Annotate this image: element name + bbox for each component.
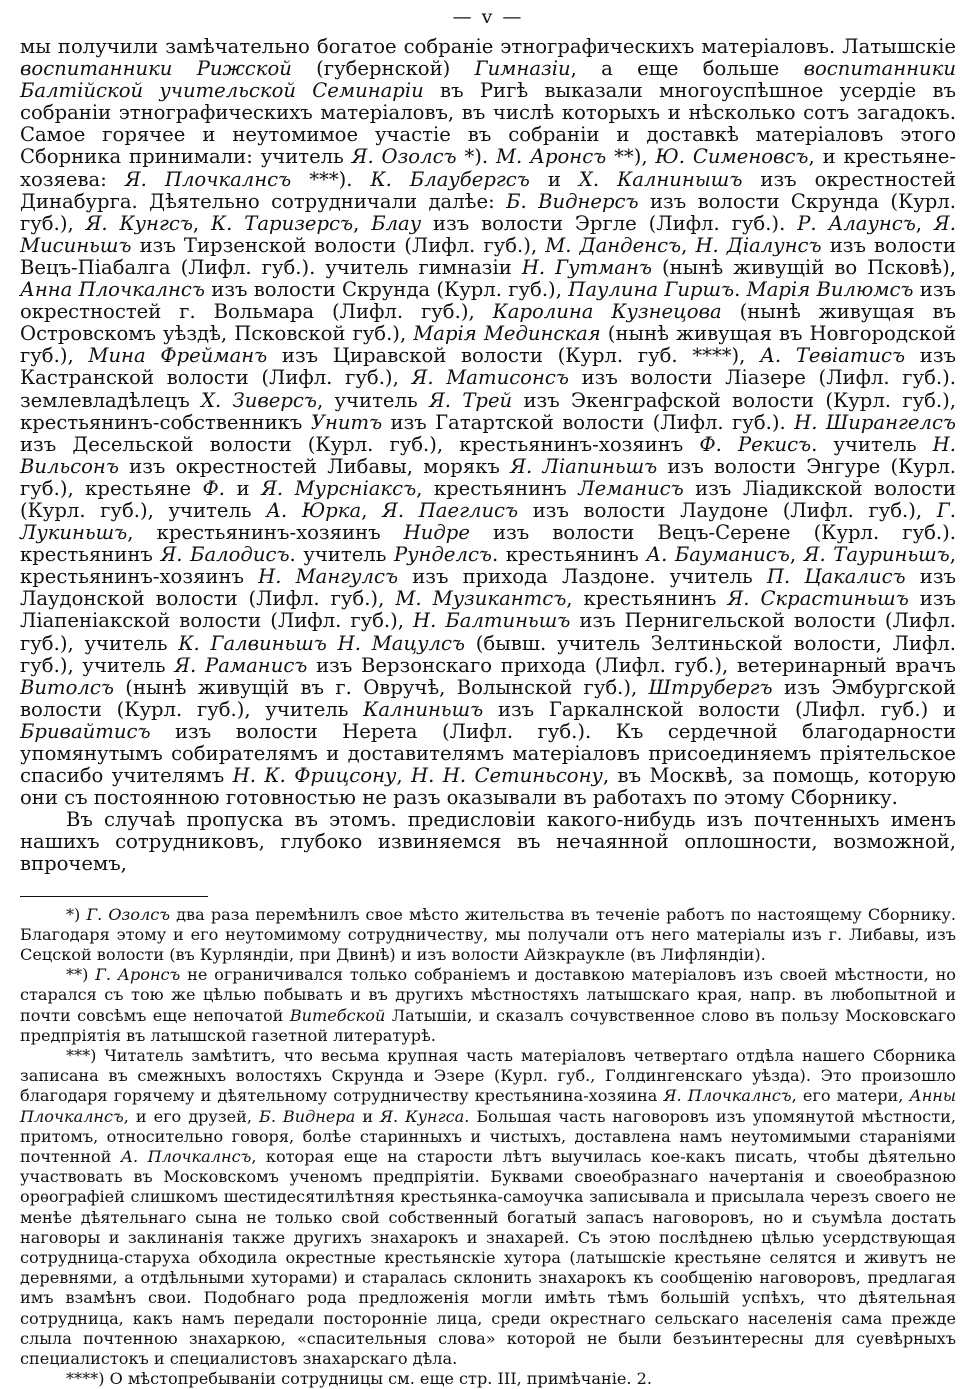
italic-name: А. Тевіатисъ — [760, 344, 906, 368]
text-run: ****) О мѣстопребываніи сотрудницы см. еще стр. III, примѣчаніе. 2. — [66, 1369, 652, 1389]
text-run: *) — [66, 904, 87, 924]
italic-name: А. Плочкалнсъ — [120, 1147, 252, 1166]
text-run: . крестьянинъ — [491, 543, 647, 567]
italic-name: Марія Вилюмсъ — [746, 278, 914, 302]
footnote — [20, 965, 956, 1046]
italic-name: Витолсъ — [20, 675, 114, 699]
text-run: , — [361, 498, 383, 522]
document-page — [20, 0, 956, 1389]
text-run: изъ Ліапеніакской волости (Лифл. губ.), — [20, 587, 957, 633]
text-run: (бывш. учитель Зелтиньской волости, Лифл. губ.), учитель — [20, 631, 956, 677]
italic-name: Я. Балодисъ — [160, 543, 290, 567]
text-run: изъ волости Энгуре (Курл. губ.), крестьяне — [20, 454, 956, 500]
text-run: изъ Пернигельской волости (Лифл. губ.), учитель — [20, 609, 956, 655]
text-run: изъ Ліадикской волости (Курл. губ.), учитель — [20, 476, 956, 522]
italic-name: воспитанники Балтійской учительской Семинаріи — [20, 57, 956, 103]
text-run: изъ Верзонскаго прихода (Лифл. губ.), ветеринарный врачъ — [307, 653, 956, 677]
text-run: , — [789, 543, 804, 567]
main-text — [20, 36, 956, 876]
text-run: **) — [66, 965, 96, 985]
text-run: , — [192, 211, 212, 235]
text-run: изъ волости Вецъ-Серене (Курл. губ.). крестьянинъ — [20, 521, 956, 567]
text-run: Въ случаѣ пропуска въ этомъ. предисловіи какого-нибудь изъ почтенныхъ именъ нашихъ сотрудниковъ, глубоко извиняемся въ нечаянной оплошности, возможной, впрочемъ, — [20, 808, 956, 876]
text-run: не ограничивался только собраніемъ и доставкою матеріаловъ изъ своей мѣстности, но старался съ тою же цѣлью побывать и въ другихъ мѣстностяхъ латышскаго края, напр. въ любопытной и почти совсѣмъ еще непочатой — [20, 965, 956, 1025]
text-run: (нынѣ живущій во Псковѣ), — [651, 255, 956, 279]
text-run: (нынѣ живущая въ Новгородской губ.), — [20, 322, 956, 368]
italic-name: Н. Діалунсъ — [695, 233, 822, 257]
italic-name: воспитанники Рижской — [20, 57, 292, 81]
italic-name: Унитъ — [310, 410, 383, 434]
italic-name: Витебской — [289, 1005, 386, 1025]
italic-name: Рунделсъ — [394, 543, 492, 567]
text-run: ***) Читатель замѣтитъ, что весьма крупная часть матеріаловъ четвертаго отдѣла нашего Сборника записана въ смежныхъ волостяхъ Скрунда и Эзере (Курл. губ., Голдингенскаго уѣзда). Это произошло благодаря горячему и дѣятельному сотрудничеству крестьянина-хозяина — [20, 1045, 956, 1106]
italic-name: Я. Трей — [428, 388, 513, 412]
text-run: изъ волости Лаудоне (Лифл. губ.), — [518, 498, 937, 522]
italic-name: Леманисъ — [578, 476, 684, 500]
text-run: Латышіи, и сказалъ сочувственное слово въ пользу Московскаго предпріятія въ латышской газетной литературѣ. — [20, 1005, 956, 1045]
italic-name: Н. Балтиньшъ — [413, 609, 571, 633]
italic-name: Я. Матисонсъ — [411, 366, 569, 390]
text-run: . учитель — [811, 432, 933, 456]
italic-name: Я. Ліапиньшъ — [510, 454, 658, 478]
italic-name: М. Аронсъ — [495, 145, 607, 169]
italic-name: Штрубергъ — [648, 675, 773, 699]
text-run: (нынѣ живущая въ Островскомъ уѣздѣ, Псковской губ.), — [20, 300, 956, 346]
footnote — [20, 1046, 956, 1369]
footnotes — [20, 905, 956, 1389]
text-run: , и крестьяне-хозяева: — [20, 145, 956, 191]
italic-name: Ю. Сименовсъ — [655, 145, 809, 169]
italic-name: Мина Фрейманъ — [88, 344, 268, 368]
italic-name: Я. Паеглисъ — [382, 498, 519, 522]
italic-name: Н. К. Фрицсону — [232, 764, 397, 788]
text-run: , крестьянинъ — [416, 476, 579, 500]
text-run: изъ Гатартской волости (Лифл. губ.). — [382, 410, 795, 434]
italic-name: Нидре — [403, 521, 470, 545]
text-run: , — [353, 211, 372, 235]
text-run: , крестьянинъ — [566, 587, 728, 611]
text-run: два раза перемѣнилъ свое мѣсто жительства въ теченіе работъ по настоящему Сборнику. Благодаря этому и его неутомимому сотрудничеству, мы получали отъ него матеріалы изъ г. Либавы, изъ Сецской волости (въ Курляндіи, при Двинѣ) и изъ волости Айзкраукле (въ Лифляндіи). — [20, 904, 956, 964]
text-run: , — [681, 233, 696, 257]
italic-name: Х. Калнинышъ — [578, 167, 743, 191]
text-run: изъ Гаркалнской волости (Лифл. губ.) и — [483, 697, 956, 721]
text-run: и — [355, 1106, 381, 1126]
text-run: изъ окрестностей Динабурга. Дѣятельно сотрудничали далѣе: — [20, 167, 956, 213]
italic-name: Б. Виднера — [259, 1106, 356, 1126]
italic-name: Н. Мангулсъ — [258, 565, 399, 589]
text-run: изъ прихода Лаздоне. учитель — [398, 565, 767, 589]
text-run: мы получили замѣчательно богатое собраніе этнографическихъ матеріаловъ. Латышскіе — [20, 35, 956, 58]
italic-name: Бривайтисъ — [20, 719, 151, 743]
italic-name: А. Юрка — [266, 498, 362, 522]
text-run: изъ Кастранской волости (Лифл. губ.), — [20, 344, 956, 390]
text-run: изъ Лаудонской волости (Лифл. губ.), — [20, 565, 956, 611]
text-run: *). — [456, 145, 496, 169]
text-run: , въ Москвѣ, за помощь, которую они съ постоянною готовностью не разъ оказывали въ работахъ по этому Сборнику. — [20, 764, 957, 810]
text-run: , учитель — [316, 388, 429, 412]
italic-name: Н. Гутманъ — [521, 255, 652, 279]
footnote — [20, 905, 956, 966]
text-run: , которая еще на старости лѣтъ выучилась кое-какъ писать, чтобы дѣятельно участвовать въ Московскомъ ученомъ предпріятіи. Буквами своеобразнаго начертанія и своеобразною орѳографіей слишкомъ шестидесятилѣтняя крестьянка-самоучка записывала и присылала черезъ своего не менѣе дѣятельнаго сына не только свой собственный богатый запасъ наговоровъ, но и съумѣла достать наговоры и заклинанія также другихъ знахарокъ и знахарей. Съ этою послѣднею цѣлью усердствующая сотрудница-старуха обходила окрестные крестьянскіе хутора (латышскіе крестьяне селятся и живутъ не деревнями, а отдѣльными хуторами) и старалась склонить знахарокъ къ сообщенію наговоровъ, предлагая имъ взамѣнъ свои. Подобнаго рода предложенія могли имѣть тѣмъ большій успѣхъ, что дѣятельная сотрудница, какъ намъ передали посторонніе лица, среди окрестнаго сельскаго населенія сама прежде слыла почтенною знахаркою, «спасительныя слова» которой не были безъинтересны для суевѣрныхъ специалистокъ и специалистовъ знахарскаго дѣла. — [20, 1147, 956, 1369]
text-run: , крестьянинъ-хозяинъ — [127, 521, 404, 545]
paragraph — [20, 809, 956, 875]
italic-name: М. Музикантсъ — [395, 587, 567, 611]
italic-name: Я. Кунгса — [380, 1106, 465, 1126]
italic-name: Я. Мисиньшъ — [20, 211, 956, 257]
italic-name: Анна Плочкалнсъ — [20, 278, 205, 302]
italic-name: Блау — [371, 211, 422, 235]
italic-name: Я. Плочкалнсъ — [663, 1086, 792, 1106]
text-run: изъ волости Скрунда (Курл. губ.), — [20, 189, 956, 235]
paragraph — [20, 36, 956, 809]
text-run: , — [396, 764, 412, 788]
text-run: ***). — [291, 167, 371, 191]
italic-name: Г. Лукиньшъ — [20, 498, 956, 545]
italic-name: Н. Вильсонъ — [20, 432, 956, 478]
italic-name: А. Бауманисъ — [646, 543, 790, 567]
text-run: изъ волости Эргле (Лифл. губ.). — [421, 211, 798, 235]
text-run: , крестьянинъ-хозяинъ — [20, 543, 956, 589]
italic-name: Я. Тауриньшъ — [803, 543, 950, 567]
text-run: изъ волости Вецъ-Піабалга (Лифл. губ.). учитель гимназіи — [20, 233, 956, 279]
text-run: изъ Десельской волости (Курл. губ.), крестьянинъ-хозяинъ — [20, 432, 700, 456]
text-run: въ Ригѣ выказали многоуспѣшное усердіе въ собраніи этнографическихъ матеріаловъ, въ числѣ которыхъ и нѣсколько сотъ загадокъ. Самое горячее и неутомимое участіе въ собраніи и доставкѣ матеріаловъ этого Сборника принимали: учитель — [20, 79, 956, 169]
italic-name: Г. Озолсъ — [86, 904, 170, 924]
italic-name: Р. Алаунсъ — [797, 211, 916, 235]
text-run: и — [225, 476, 262, 500]
italic-name: Калниньшъ — [363, 697, 484, 721]
italic-name: Гимназіи — [474, 57, 571, 81]
text-run: , а еще больше — [570, 57, 804, 81]
italic-name: Н. Н. Сетиньсону — [411, 764, 603, 788]
text-run: изъ Экенграфской волости (Курл. губ.), крестьянинъ-собственникъ — [20, 388, 957, 434]
footnote — [20, 1369, 956, 1389]
italic-name: Я. Скрастиньшъ — [727, 587, 909, 611]
text-run: и — [529, 167, 579, 191]
text-run: изъ волости Скрунда (Курл. губ.), — [204, 278, 569, 302]
italic-name: Я. Плочкалнсъ — [124, 167, 292, 191]
italic-name: Я. Мурсніаксъ — [261, 476, 417, 500]
italic-name: К. Блаубергсъ — [370, 167, 530, 191]
text-run: **), — [606, 145, 656, 169]
text-run: изъ Эмбургской волости (Курл. губ.), учитель — [20, 675, 956, 721]
text-run: изъ волости Ліазере (Лифл. губ.). землевладѣлецъ — [20, 366, 956, 412]
italic-name: Н. Ширангелсъ — [794, 410, 956, 434]
text-run: . учитель — [289, 543, 394, 567]
italic-name: К. Таризерсъ — [211, 211, 354, 235]
italic-name: Ф. Рекисъ — [699, 432, 812, 456]
text-run: , — [915, 211, 934, 235]
text-run: , и его друзей, — [123, 1106, 259, 1126]
italic-name: Анны Плочкалнсъ — [20, 1086, 956, 1126]
italic-name: К. Галвиньшъ Н. Мацулсъ — [178, 631, 465, 655]
italic-name: Паулина Гиршъ — [568, 278, 735, 302]
footnote-separator — [20, 896, 208, 897]
text-run: изъ окрестностей г. Вольмара (Лифл. губ.), — [20, 278, 956, 324]
italic-name: Марія Мединская — [413, 322, 601, 346]
italic-name: Ф. — [202, 476, 226, 500]
italic-name: Я. Раманисъ — [174, 653, 308, 677]
italic-name: Б. Виднерсъ — [506, 189, 639, 213]
text-run: , его матери, — [791, 1086, 910, 1106]
text-run: (нынѣ живущій въ г. Овручѣ, Волынской губ.), — [113, 675, 649, 699]
text-run: изъ волости Нерета (Лифл. губ.). Къ сердечной благодарности упомянутымъ собирателямъ и доставителямъ матеріаловъ присоединяемъ пріятельское спасибо учителямъ — [20, 719, 956, 788]
text-run: . — [734, 278, 747, 302]
italic-name: Каролина Кузнецова — [492, 300, 722, 324]
italic-name: Г. Аронсъ — [95, 965, 181, 985]
text-run: (губернской) — [291, 57, 475, 81]
italic-name: Х. Зиверсъ — [201, 388, 317, 412]
italic-name: Я. Озолсъ — [351, 145, 457, 169]
italic-name: Я. Кунгсъ — [85, 211, 193, 235]
text-run: изъ окрестностей Либавы, морякъ — [118, 454, 511, 478]
italic-name: П. Цакалисъ — [766, 565, 906, 589]
text-run: изъ Циравской волости (Курл. губ. ****), — [267, 344, 761, 368]
italic-name: М. Данденсъ — [545, 233, 682, 257]
text-run: . Большая часть наговоровъ изъ упомянутой мѣстности, притомъ, относительно говоря, болѣе старинныхъ и чистыхъ, доставлена намъ неутомимыми стараніями почтенной — [20, 1106, 956, 1166]
page-number: — v — — [452, 6, 524, 28]
text-run: изъ Тирзенской волости (Лифл. губ.), — [131, 233, 546, 257]
